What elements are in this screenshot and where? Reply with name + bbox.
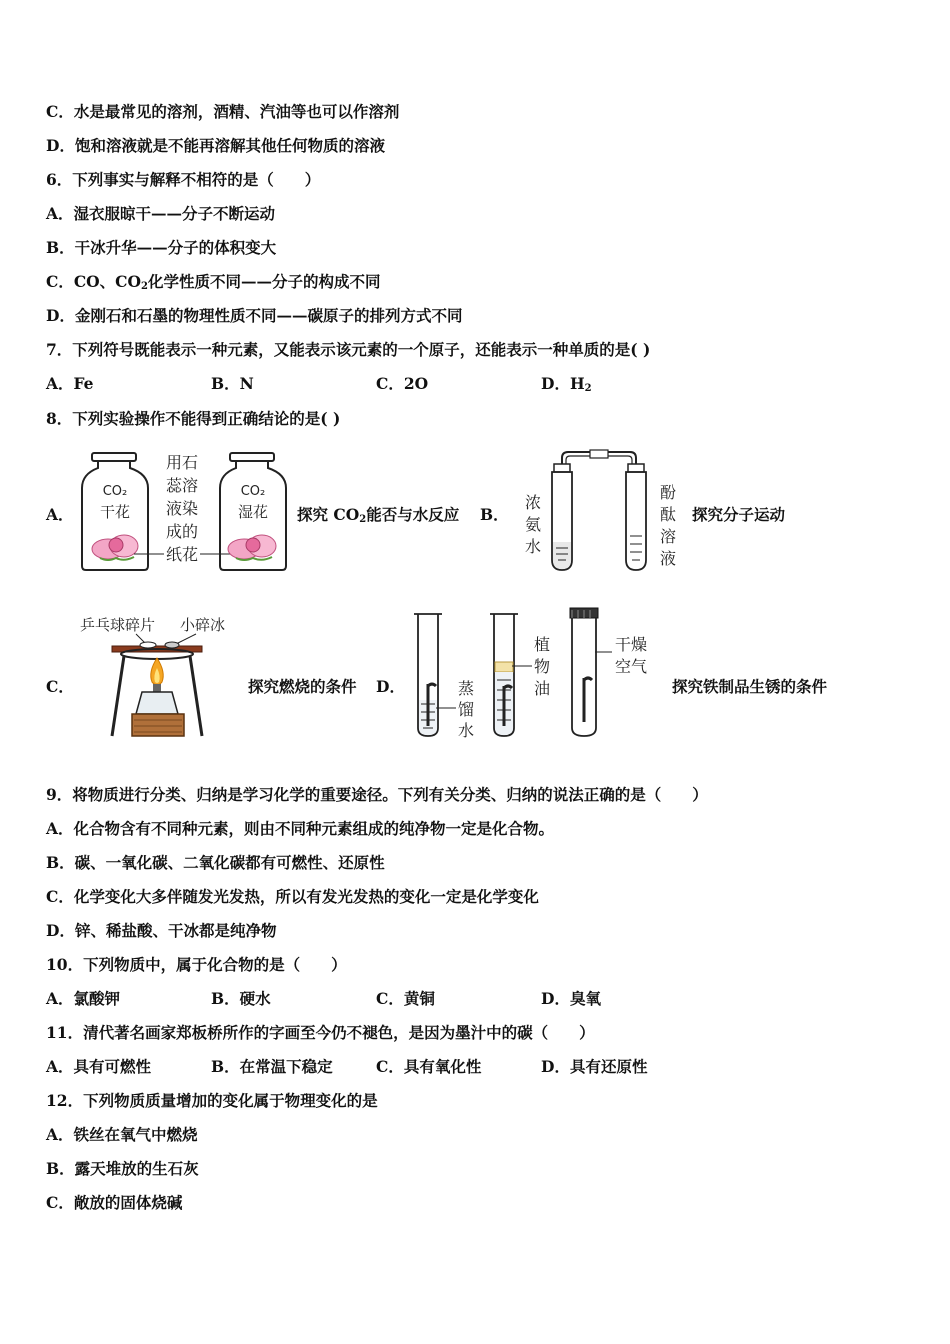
q7-option-a: A．Fe: [46, 374, 94, 393]
q6-option-b: B．干冰升华——分子的体积变大: [46, 238, 277, 257]
q11-option-c: C．具有氧化性: [376, 1057, 482, 1076]
q9-option-d: D．锌、稀盐酸、干冰都是纯净物: [46, 921, 277, 940]
figure-ammonia-diffusion: [518, 448, 684, 574]
q9-option-a: A．化合物含有不同种元素，则由不同种元素组成的纯净物一定是化合物。: [46, 819, 555, 838]
q8a-cap-post: 能否与水反应: [366, 505, 460, 524]
phenol-label-3: 溶: [659, 527, 677, 546]
q6-option-d: D．金刚石和石墨的物理性质不同——碳原子的排列方式不同: [46, 306, 463, 325]
oil-label-3: 油: [533, 679, 551, 698]
oil-label-1: 植: [533, 635, 551, 654]
q8-stem: 8．下列实验操作不能得到正确结论的是( ): [46, 409, 341, 428]
q11-option-b: B．在常温下稳定: [211, 1057, 333, 1076]
q6c-pre: C．CO、CO: [46, 272, 142, 291]
q6c-sub: 2: [141, 281, 148, 292]
phenol-label-4: 液: [659, 549, 677, 568]
q11-stem: 11．清代著名画家郑板桥所作的字画至今仍不褪色，是因为墨汁中的碳（ ）: [46, 1023, 595, 1042]
q8-c-label: C．: [46, 677, 74, 696]
q8-a-label: A．: [46, 505, 74, 524]
q10-option-c: C．黄铜: [376, 989, 435, 1008]
q5-option-d: D．饱和溶液就是不能再溶解其他任何物质的溶液: [46, 136, 385, 155]
jar-right-gas: CO₂: [240, 484, 266, 499]
q9-stem: 9．将物质进行分类、归纳是学习化学的重要途径。下列有关分类、归纳的说法正确的是（ ）: [46, 785, 708, 804]
q7-option-d: [541, 374, 592, 399]
q7-option-c: C．2O: [376, 374, 429, 393]
flower-left: [92, 535, 138, 560]
figure-combustion: [78, 612, 238, 742]
air-label-2: 空气: [614, 657, 648, 676]
q8-a-caption: [297, 505, 459, 530]
figure-litmus-flowers: [78, 450, 293, 576]
ammonia-label-3: 水: [524, 537, 542, 556]
q8a-cap-sub: 2: [359, 514, 367, 525]
q8-c-caption: 探究燃烧的条件: [248, 677, 357, 696]
q11-option-d: D．具有还原性: [541, 1057, 648, 1076]
mid-text-2: 蕊溶: [165, 476, 199, 495]
q9-option-b: B．碳、一氧化碳、二氧化碳都有可燃性、还原性: [46, 853, 385, 872]
q10-option-a: A．氯酸钾: [46, 989, 121, 1008]
water-label-1: 蒸: [457, 679, 475, 698]
q10-stem: 10．下列物质中，属于化合物的是（ ）: [46, 955, 347, 974]
q12-stem: 12．下列物质质量增加的变化属于物理变化的是: [46, 1091, 378, 1110]
jar-right-label: 湿花: [237, 503, 269, 521]
water-label-3: 水: [457, 721, 475, 740]
q7d-sub: 2: [584, 383, 592, 394]
q11-option-a: A．具有可燃性: [46, 1057, 152, 1076]
q8-d-caption: 探究铁制品生锈的条件: [672, 677, 828, 696]
q12-option-c: C．敞放的固体烧碱: [46, 1193, 183, 1212]
q9-option-c: C．化学变化大多伴随发光发热，所以有发光发热的变化一定是化学变化: [46, 887, 539, 906]
q10-option-d: D．臭氧: [541, 989, 601, 1008]
ammonia-label-1: 浓: [524, 493, 542, 512]
phenol-label-1: 酚: [659, 483, 677, 502]
q7-stem: 7．下列符号既能表示一种元素，又能表示该元素的一个原子，还能表示一种单质的是( ): [46, 340, 651, 359]
q6-option-c: [46, 272, 381, 297]
jar-left-gas: CO₂: [102, 484, 128, 499]
ammonia-label-2: 氨: [524, 515, 542, 534]
q6c-post: 化学性质不同——分子的构成不同: [147, 272, 381, 291]
water-label-2: 馏: [457, 700, 475, 719]
jar-left-label: 干花: [99, 503, 131, 521]
q10-option-b: B．硬水: [211, 989, 271, 1008]
q8a-cap-pre: 探究 CO: [297, 505, 360, 524]
mid-text-3: 液染: [165, 499, 199, 518]
q7d-pre: D．H: [541, 374, 585, 393]
q6-option-a: A．湿衣服晾干——分子不断运动: [46, 204, 276, 223]
q8-b-label: B．: [480, 505, 509, 524]
air-label-1: 干燥: [614, 635, 648, 654]
mid-text-4: 成的: [165, 522, 199, 541]
oil-label-2: 物: [533, 657, 551, 676]
figure-iron-rust: [408, 604, 670, 744]
q12-option-b: B．露天堆放的生石灰: [46, 1159, 199, 1178]
mid-text-1: 用石: [165, 453, 199, 472]
q6-stem: 6．下列事实与解释不相符的是（ ）: [46, 170, 321, 189]
q8-d-label: D．: [376, 677, 405, 696]
pingpong-label: 乒乓球碎片: [80, 616, 156, 634]
q8-b-caption: 探究分子运动: [692, 505, 786, 524]
flower-right: [228, 535, 276, 560]
ice-label: 小碎冰: [180, 616, 226, 634]
q5-option-c: C．水是最常见的溶剂，酒精、汽油等也可以作溶剂: [46, 102, 400, 121]
q7-option-b: B．N: [211, 374, 254, 393]
mid-text-5: 纸花: [165, 545, 199, 564]
phenol-label-2: 酞: [659, 505, 677, 524]
q12-option-a: A．铁丝在氧气中燃烧: [46, 1125, 198, 1144]
